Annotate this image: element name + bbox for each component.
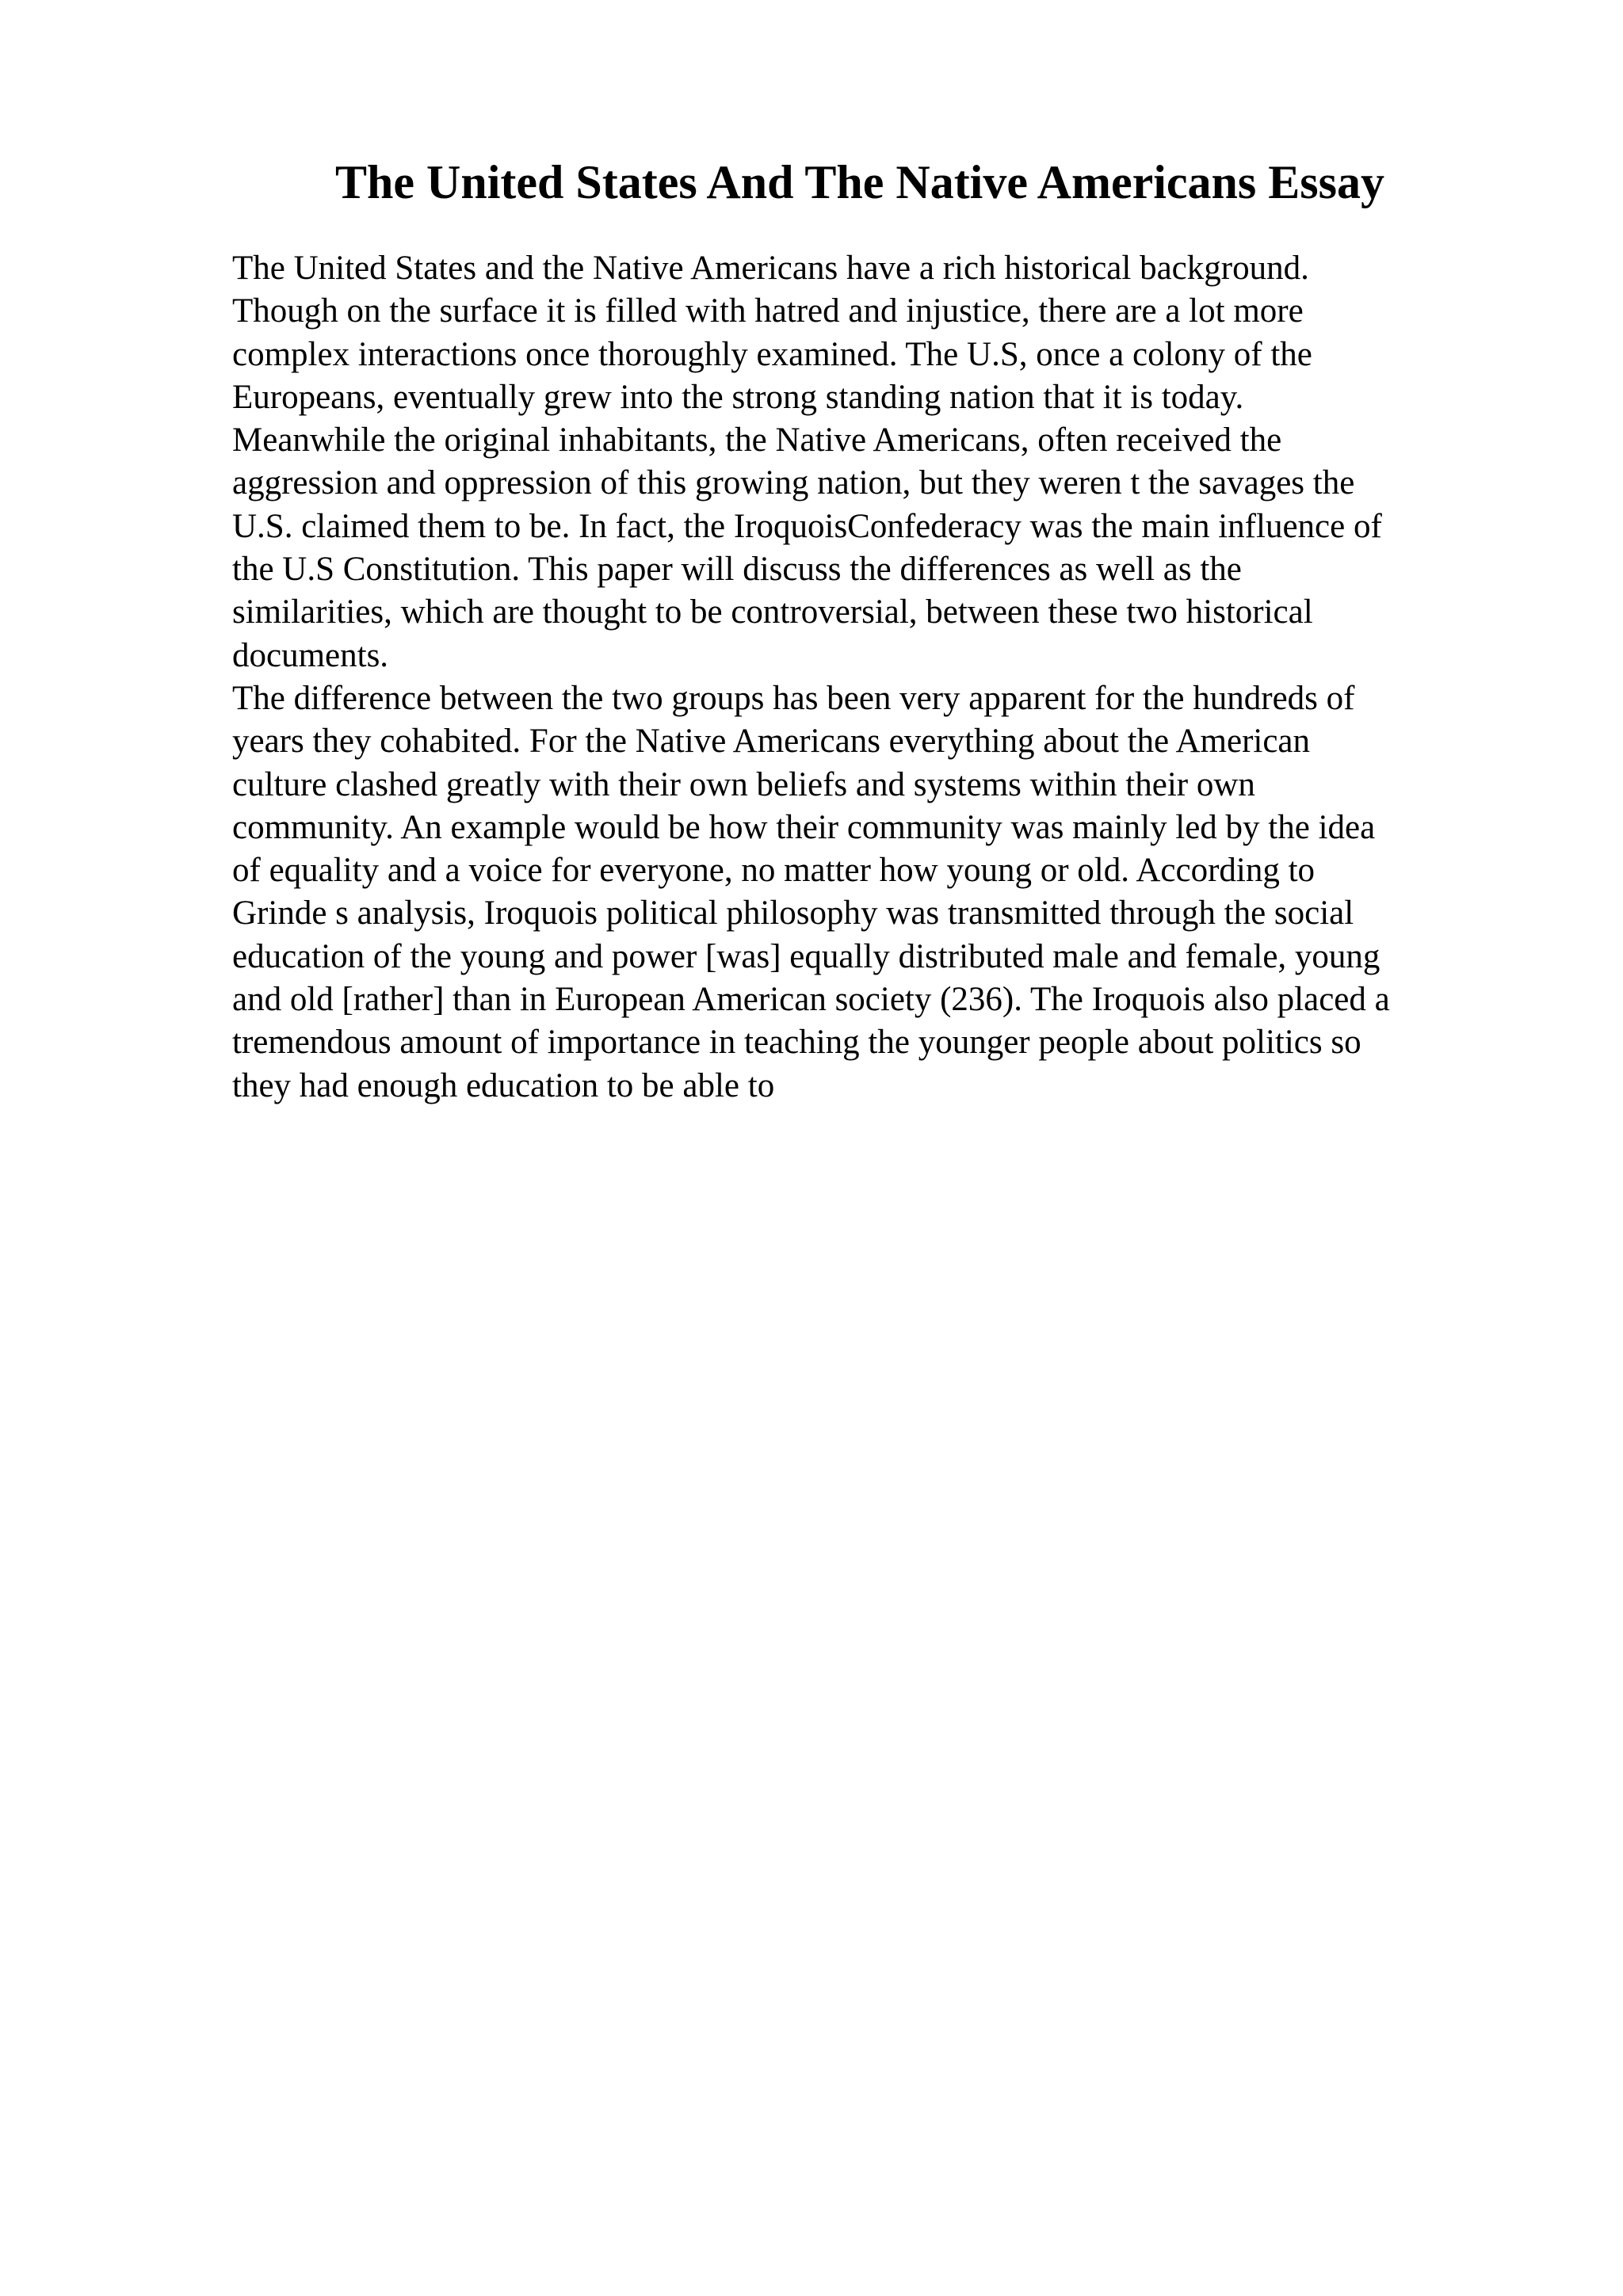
body-line: Grinde s analysis, Iroquois political philosophy was transmitted through the social [232, 894, 1354, 933]
body-line: and old [rather] than in European American society (236). The Iroquois also placed a [232, 981, 1390, 1019]
body-line: community. An example would be how their community was mainly led by the idea [232, 808, 1376, 846]
body-line: they had enough education to be able to [232, 1066, 775, 1104]
body-line: Europeans, eventually grew into the strong standing nation that it is today. [232, 378, 1244, 416]
body-line: culture clashed greatly with their own beliefs and systems within their own [232, 765, 1255, 803]
body-line: tremendous amount of importance in teaching the younger people about politics so [232, 1024, 1361, 1062]
body-line: similarities, which are thought to be controversial, between these two historical [232, 593, 1313, 631]
document-body [232, 247, 1500, 1108]
body-line: The United States and the Native Americans have a rich historical background. [232, 250, 1309, 287]
body-line: The difference between the two groups has been very apparent for the hundreds of [232, 679, 1355, 717]
body-line: complex interactions once thoroughly examined. The U.S, once a colony of the [232, 335, 1312, 373]
body-line: Meanwhile the original inhabitants, the Native Americans, often received the [232, 421, 1282, 460]
document-title: The United States And The Native Americans Essay [335, 156, 1384, 208]
body-line: of equality and a voice for everyone, no matter how young or old. According to [232, 852, 1316, 890]
body-line: U.S. claimed them to be. In fact, the IroquoisConfederacy was the main influence of [232, 507, 1382, 545]
body-line: the U.S Constitution. This paper will discuss the differences as well as the [232, 551, 1242, 589]
body-line: years they cohabited. For the Native Americans everything about the American [232, 723, 1311, 761]
body-line: education of the young and power [was] equally distributed male and female, young [232, 937, 1381, 975]
body-line: Though on the surface it is filled with hatred and injustice, there are a lot more [232, 292, 1304, 330]
body-line: documents. [232, 636, 389, 674]
body-line: aggression and oppression of this growing nation, but they weren t the savages the [232, 464, 1355, 502]
